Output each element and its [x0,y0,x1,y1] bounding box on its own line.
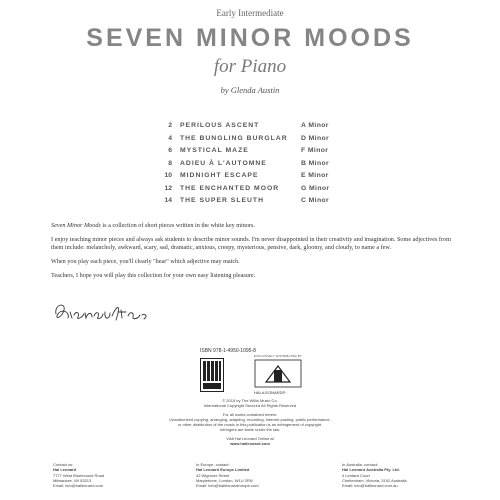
piece-key: D Minor [301,134,330,142]
piece-key: E Minor [301,172,329,179]
contents-row [160,122,360,135]
book-title: SEVEN MINOR MOODS [86,24,414,52]
contents-row [160,160,360,173]
piece-key: B Minor [301,159,330,167]
contents-row [160,197,360,210]
contents-row [160,185,360,198]
website-text: www.halleonard.com [230,441,270,447]
copyright-line: Unauthorized copying, arranging, adapting, recording, Internet posting, public performance, [169,416,331,422]
page-number: 10 [164,172,172,179]
piece-title: PERILOUS ASCENT [180,122,260,129]
copyright-line: or other distribution of the music in this publication is an infringement of copyright. [177,422,323,428]
piece-key: F Minor [301,147,329,154]
isbn: ISBN 978-1-4950-1095-8 [200,348,256,354]
contact-heading: Contact us: [53,462,74,467]
distributor-name: HAL•LEONARD® [254,390,286,395]
copyright-line: © 2015 by The Willis Music Co. [222,398,278,403]
intro-paragraph: I enjoy teaching minor pieces and always ask students to describe minor sounds. I'm never disappointed in their creativity and imagination. Some adjectives from them include: melancholy, awkward, scary, sad, dramatic, anxious, creepy, mysterious, pensive, dark, gloomy, and cloudy, to name a few. [51,236,451,251]
page-number: 6 [168,147,172,154]
contact-address: 4 Lentara Court [342,472,370,478]
byline: by Glenda Austin [220,85,280,95]
piece-title: THE ENCHANTED MOOR [180,184,280,192]
piece-key: G Minor [301,184,330,192]
piece-title: THE BUNGLING BURGLAR [180,134,288,142]
copyright-line: International Copyright Secured All Rights Reserved [203,403,297,409]
contact-address: 42 Wigmore Street [196,472,230,478]
table-of-contents [160,122,360,210]
piece-title: MYSTICAL MAZE [180,147,249,154]
introduction [51,222,451,286]
page-number: 2 [168,122,172,129]
contents-row [160,135,360,148]
distributor-label: EXCLUSIVELY DISTRIBUTED BY [254,354,302,358]
contact-address: Milwaukee, WI 53213 [53,477,92,483]
intro-paragraph [51,222,451,230]
contact-company: Hal Leonard Australia Pty. Ltd. [342,467,400,473]
contact-europe-column [196,462,336,488]
contact-address: 7777 West Bluemound Road [53,472,105,478]
page-number: 4 [168,134,172,142]
page-number: 8 [168,159,172,167]
contact-company: Hal Leonard [53,467,77,473]
website-link[interactable] [150,441,350,446]
contact-address: Cheltenham, Victoria, 3192 Australia [342,477,407,483]
book-subtitle: for Piano [213,56,287,77]
willis-music-logo [200,358,224,392]
copyright-line: Infringers are liable under the law. [219,427,281,433]
contact-email[interactable]: Email: info@halleonard.com.au [342,483,398,489]
contact-heading: In Europe, contact: [196,462,230,467]
handwritten-signature [52,298,152,326]
page-number: 12 [164,184,172,192]
contact-australia-column [342,462,482,488]
contact-address: Marylebone, London, W1U 2RN [196,477,253,483]
contents-row [160,172,360,185]
piece-key: C Minor [301,197,330,204]
piece-title: THE SUPER SLEUTH [180,197,264,204]
piece-title: MIDNIGHT ESCAPE [180,172,259,179]
copyright-notice [150,398,350,446]
page-number: 14 [164,197,172,204]
contact-email[interactable]: Email: info@halleonardeurope.com [196,483,259,489]
intro-book-title: Seven Minor Moods [51,222,101,229]
contact-us-column [53,462,193,488]
level-label: Early Intermediate [216,8,284,18]
copyright-line: Visit Hal Leonard Online at [226,435,274,441]
contents-row [160,147,360,160]
piece-key: A Minor [301,122,329,129]
copyright-line: For all works contained herein: [222,411,278,417]
contact-email[interactable]: Email: info@halleonard.com [53,483,104,489]
intro-text: is a collection of short pieces written in the white key minors. [100,222,255,229]
intro-paragraph: Teachers, I hope you will play this collection for your own easy listening pleasure. [51,272,256,279]
contact-heading: In Australia, contact: [342,462,379,467]
piece-title: ADIEU À L'AUTOMNE [180,159,267,167]
hal-leonard-logo [254,358,302,388]
contact-footer [0,462,500,500]
intro-paragraph: When you play each piece, you'll clearly "hear" which adjective may match. [51,258,240,265]
contact-company: Hal Leonard Europe Limited [196,467,250,473]
